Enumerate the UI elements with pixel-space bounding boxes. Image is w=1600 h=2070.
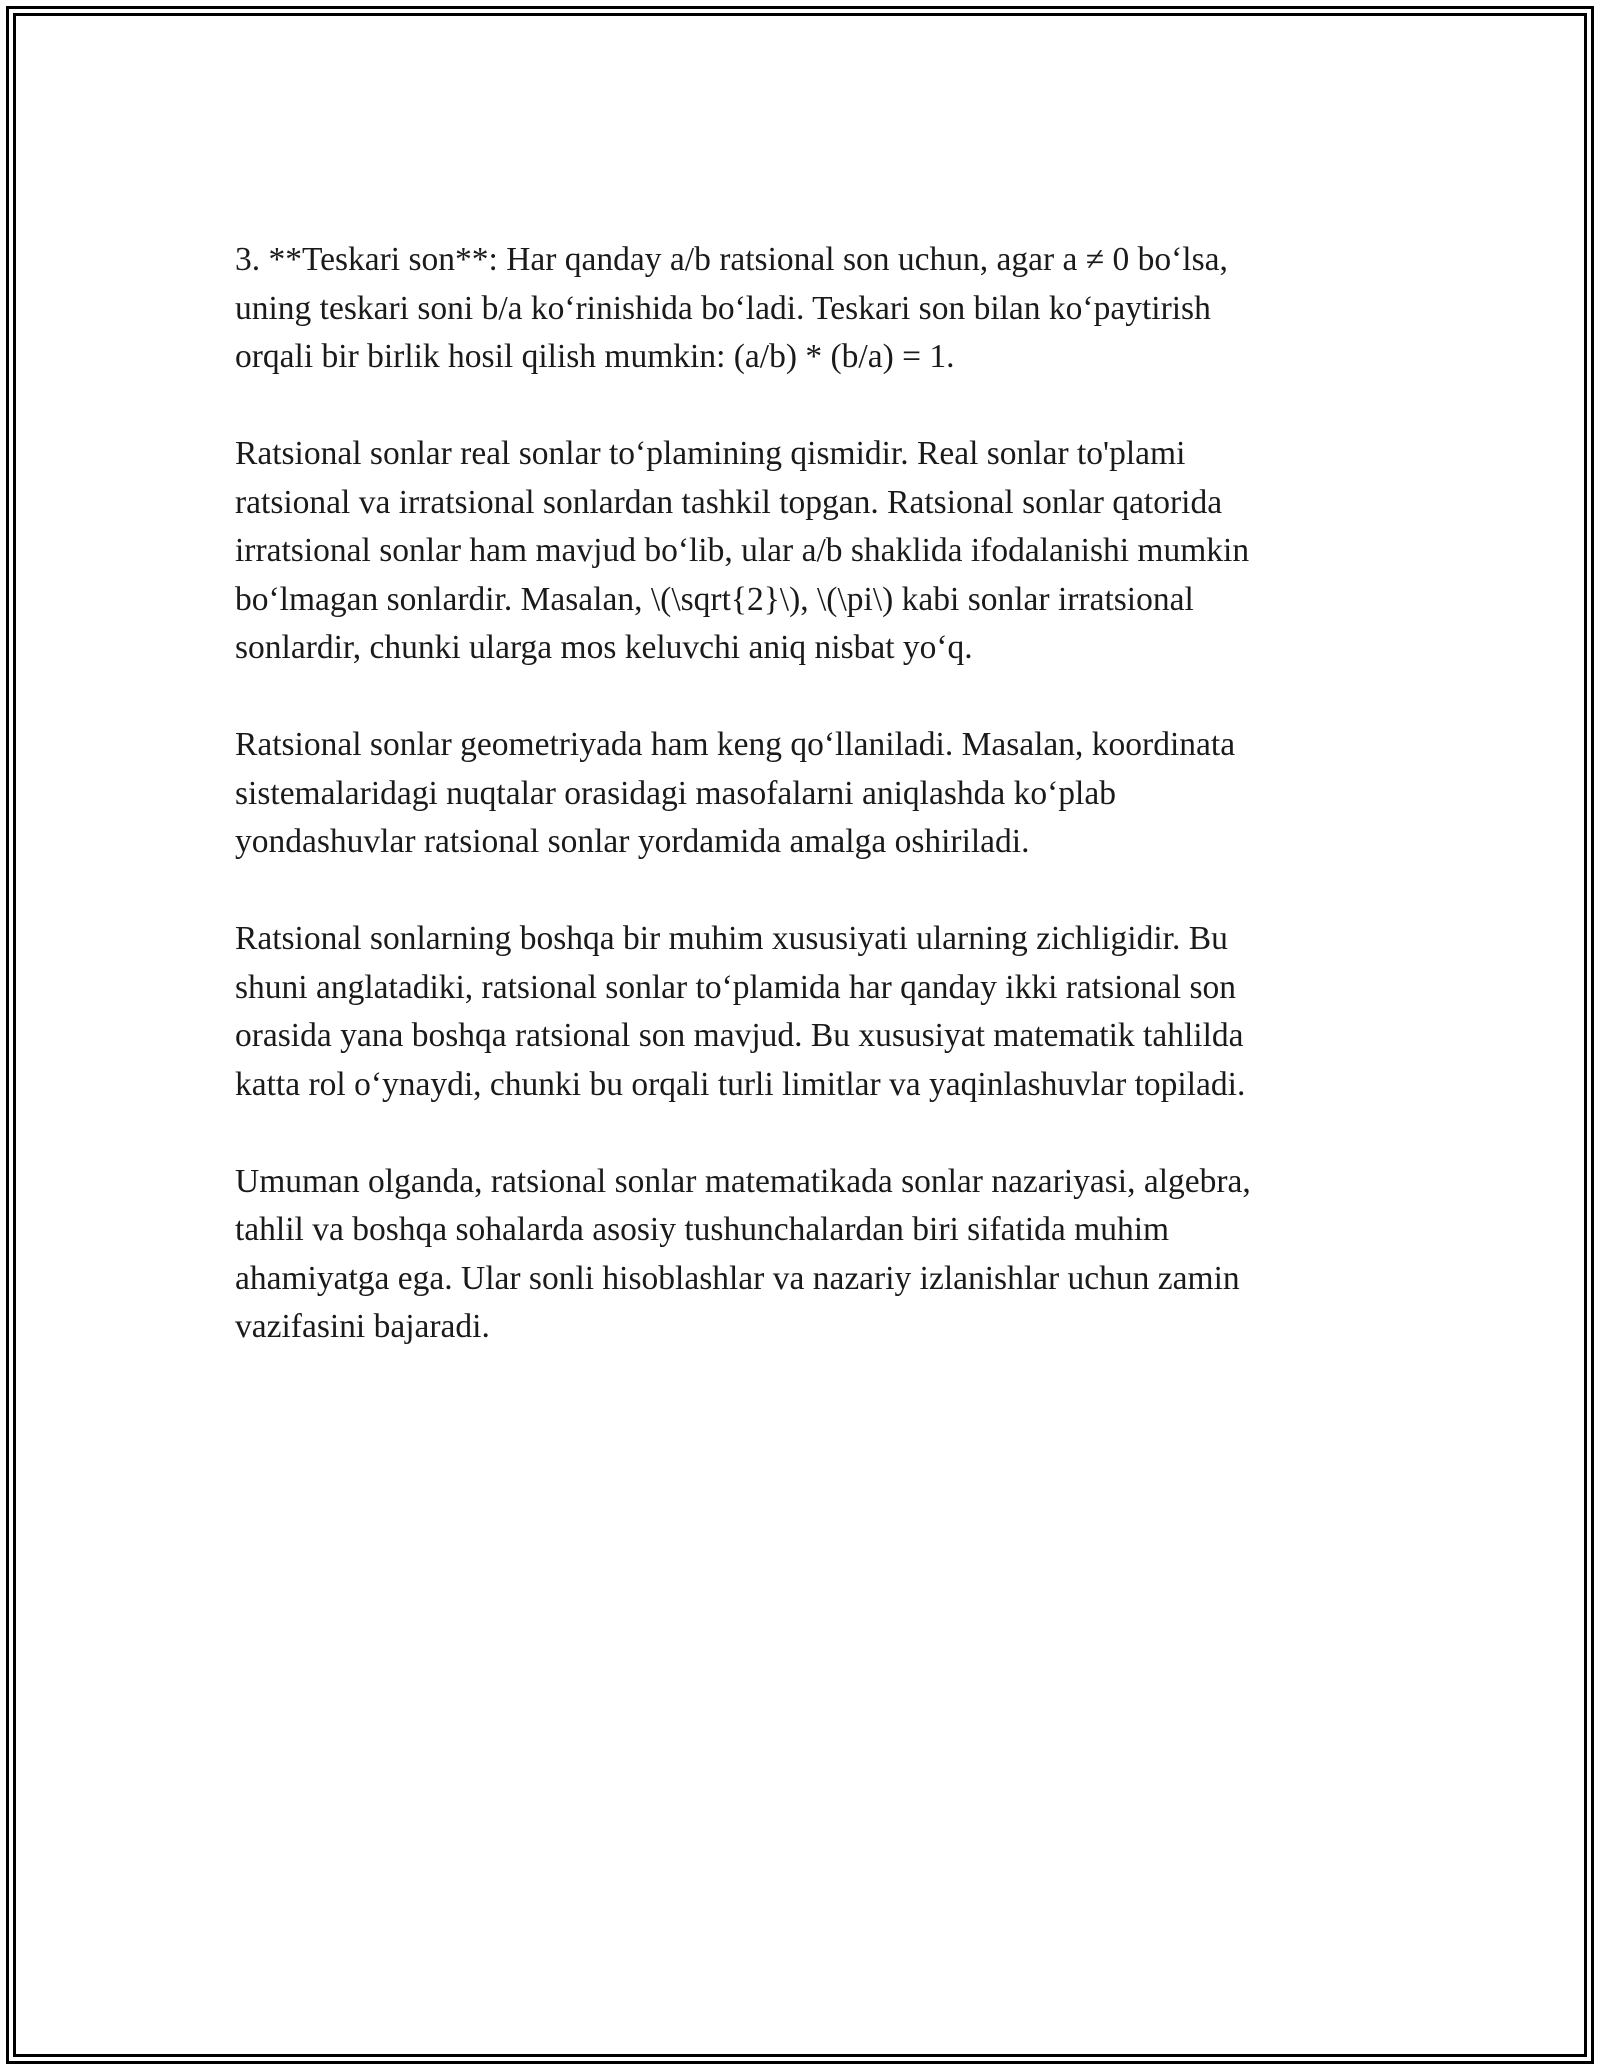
text-line: sistemalaridagi nuqtalar orasidagi masofalarni aniqlashda ko‘plab — [235, 774, 1116, 812]
text-line: orasida yana boshqa ratsional son mavjud. Bu xususiyat matematik tahlilda — [235, 1017, 1244, 1054]
text-line: Ratsional sonlar real sonlar to‘plamining qismidir. Real sonlar to'plami — [235, 435, 1186, 472]
text-line: sonlardir, chunki ularga mos keluvchi aniq nisbat yo‘q. — [235, 629, 973, 666]
text-line: tahlil va boshqa sohalarda asosiy tushunchalardan biri sifatida muhim — [235, 1211, 1170, 1248]
paragraph-xulosa — [235, 1158, 1375, 1352]
text-line: shuni anglatadiki, ratsional sonlar to‘plamida har qanday ikki ratsional son — [235, 968, 1237, 1006]
text-line: ratsional va irratsional sonlardan tashkil topgan. Ratsional sonlar qatorida — [235, 483, 1223, 521]
text-line: 3. **Teskari son**: Har qanday a/b ratsional son uchun, agar a ≠ 0 bo‘lsa, — [235, 241, 1228, 278]
text-line: Umuman olganda, ratsional sonlar matematikada sonlar nazariyasi, algebra, — [235, 1162, 1251, 1200]
paragraph-geometriya — [235, 721, 1375, 867]
text-line: vazifasini bajaradi. — [235, 1308, 490, 1345]
paragraph-zichlik — [235, 915, 1375, 1109]
text-line: katta rol o‘ynaydi, chunki bu orqali turli limitlar va yaqinlashuvlar topiladi. — [235, 1065, 1246, 1103]
text-line: Ratsional sonlar geometriyada ham keng qo‘llaniladi. Masalan, koordinata — [235, 726, 1236, 763]
text-line: bo‘lmagan sonlardir. Masalan, \(\sqrt{2}\), \(\pi\) kabi sonlar irratsional — [235, 580, 1194, 618]
paragraph-teskari-son — [235, 236, 1375, 382]
text-line: irratsional sonlar ham mavjud bo‘lib, ular a/b shaklida ifodalanishi mumkin — [235, 532, 1250, 569]
text-line: ahamiyatga ega. Ular sonli hisoblashlar va nazariy izlanishlar uchun zamin — [235, 1259, 1240, 1297]
text-line: orqali bir birlik hosil qilish mumkin: (a/b) * (b/a) = 1. — [235, 338, 955, 375]
paragraph-real-sonlar — [235, 430, 1375, 673]
text-line: uning teskari soni b/a ko‘rinishida bo‘ladi. Teskari son bilan ko‘paytirish — [235, 289, 1211, 327]
document-body — [235, 236, 1375, 1400]
text-line: yondashuvlar ratsional sonlar yordamida amalga oshiriladi. — [235, 823, 1030, 860]
text-line: Ratsional sonlarning boshqa bir muhim xususiyati ularning zichligidir. Bu — [235, 920, 1228, 957]
